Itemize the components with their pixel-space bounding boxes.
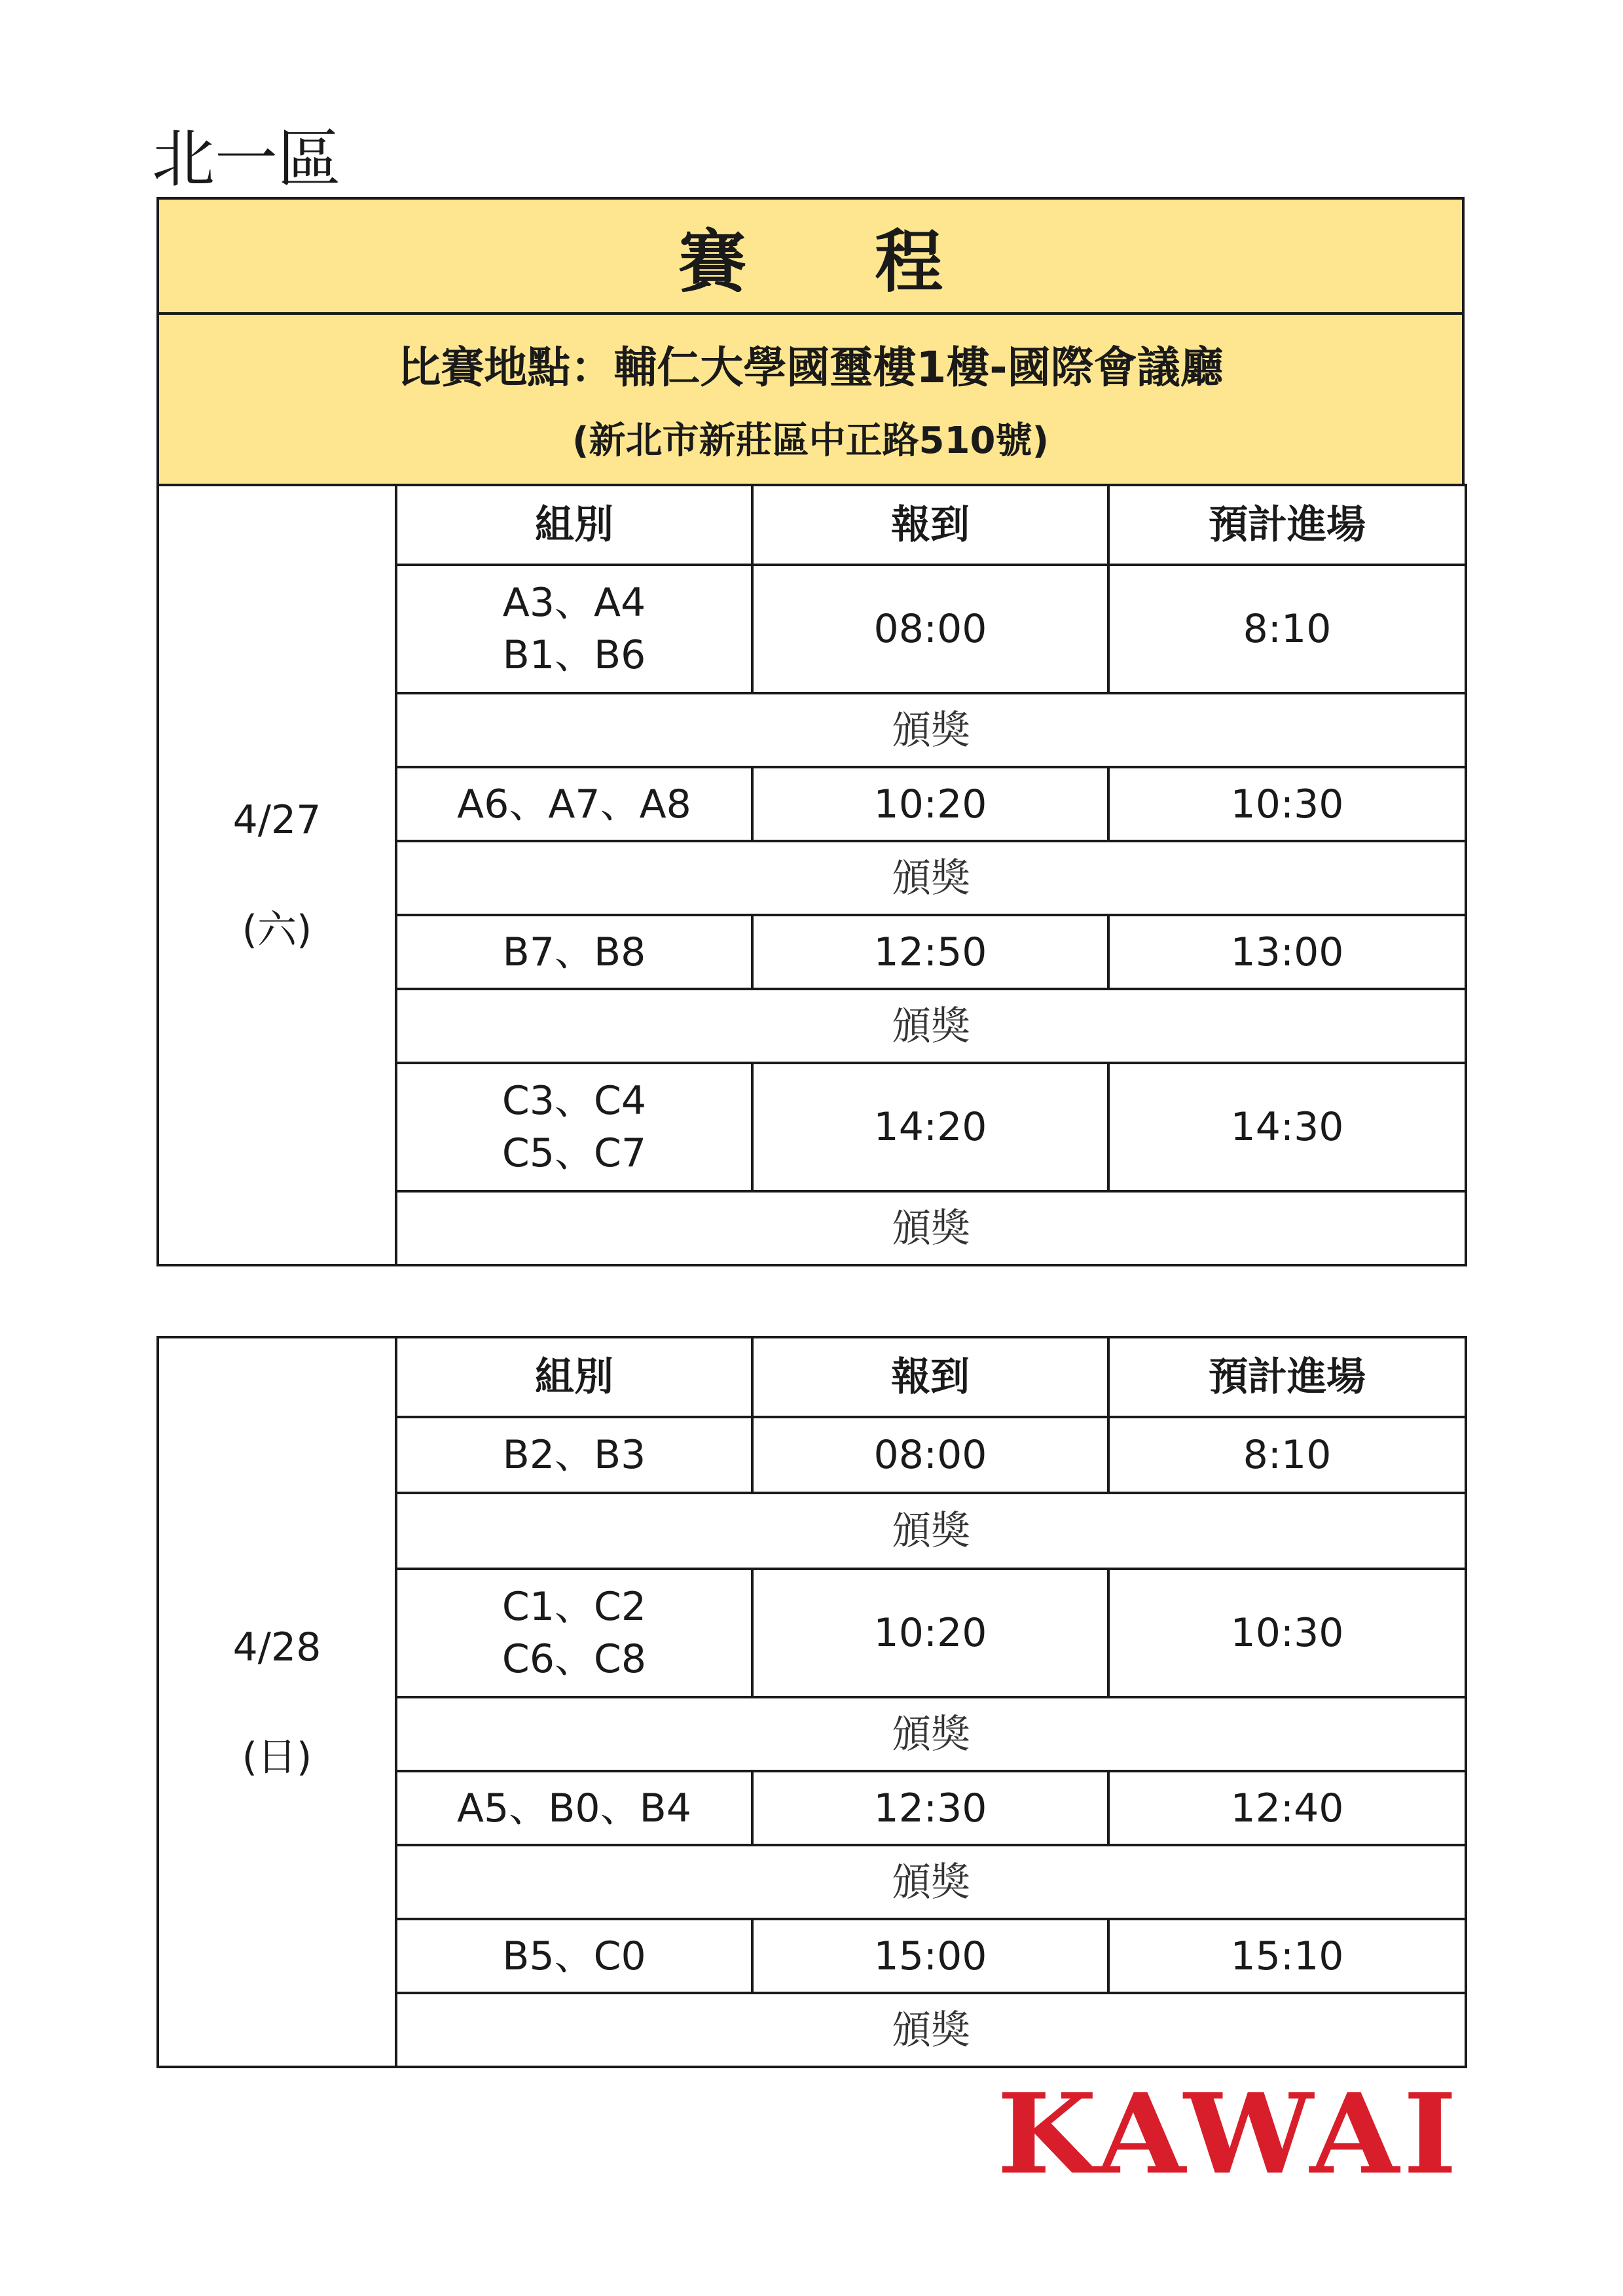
- day-weekday: (日): [242, 1734, 312, 1780]
- schedule-table-day-1: [156, 484, 1467, 1266]
- group-line: C3、C4: [501, 1078, 647, 1124]
- region-title: 北一區: [152, 122, 340, 196]
- group-cell: [396, 767, 752, 841]
- award-label: 頒獎: [396, 693, 1466, 767]
- checkin-time: 08:00: [752, 565, 1108, 693]
- column-header-checkin: 報到: [752, 485, 1108, 565]
- group-line: A6、A7、A8: [457, 781, 691, 827]
- address-line: (新北市新莊區中正路510號): [572, 420, 1049, 462]
- checkin-time: 15:00: [752, 1919, 1108, 1993]
- kawai-logo: KAWAI: [996, 2068, 1461, 2199]
- table-header-row: [158, 485, 1466, 565]
- award-label: 頒獎: [396, 1697, 1466, 1771]
- day-date: 4/28: [232, 1624, 321, 1670]
- group-cell: [396, 565, 752, 693]
- award-label: 頒獎: [396, 1191, 1466, 1265]
- checkin-time: 12:50: [752, 915, 1108, 989]
- entry-time: 10:30: [1108, 767, 1466, 841]
- group-line: C1、C2: [501, 1584, 647, 1630]
- schedule-table-day-2: [156, 1336, 1467, 2068]
- checkin-time: 12:30: [752, 1771, 1108, 1845]
- entry-time: 15:10: [1108, 1919, 1466, 1993]
- entry-time: 8:10: [1108, 1417, 1466, 1493]
- checkin-time: 08:00: [752, 1417, 1108, 1493]
- day-weekday: (六): [242, 907, 312, 953]
- day-date: 4/27: [232, 797, 321, 843]
- checkin-time: 10:20: [752, 767, 1108, 841]
- group-line: B7、B8: [502, 929, 646, 975]
- award-label: 頒獎: [396, 989, 1466, 1063]
- schedule-header: [156, 197, 1465, 486]
- checkin-time: 10:20: [752, 1569, 1108, 1697]
- group-cell: [396, 1063, 752, 1191]
- venue-line: 比賽地點：輔仁大學國璽樓1樓-國際會議廳: [397, 342, 1224, 393]
- group-line: B5、C0: [502, 1933, 646, 1979]
- award-label: 頒獎: [396, 1993, 1466, 2067]
- column-header-entry: 預計進場: [1108, 1337, 1466, 1417]
- schedule-title: 賽 程: [159, 200, 1462, 315]
- award-label: 頒獎: [396, 841, 1466, 915]
- day-cell: [158, 485, 396, 1265]
- group-cell: [396, 1569, 752, 1697]
- entry-time: 14:30: [1108, 1063, 1466, 1191]
- entry-time: 13:00: [1108, 915, 1466, 989]
- award-label: 頒獎: [396, 1493, 1466, 1569]
- group-cell: [396, 1417, 752, 1493]
- group-cell: [396, 915, 752, 989]
- column-header-checkin: 報到: [752, 1337, 1108, 1417]
- group-cell: [396, 1919, 752, 1993]
- group-line: A3、A4: [502, 580, 646, 626]
- award-label: 頒獎: [396, 1845, 1466, 1919]
- group-cell: [396, 1771, 752, 1845]
- table-header-row: [158, 1337, 1466, 1417]
- entry-time: 12:40: [1108, 1771, 1466, 1845]
- column-header-group: 組別: [396, 485, 752, 565]
- day-cell: [158, 1337, 396, 2067]
- group-line: C5、C7: [501, 1130, 647, 1176]
- column-header-group: 組別: [396, 1337, 752, 1417]
- column-header-entry: 預計進場: [1108, 485, 1466, 565]
- group-line: B1、B6: [502, 632, 646, 678]
- group-line: C6、C8: [501, 1636, 647, 1682]
- group-line: A5、B0、B4: [457, 1785, 691, 1831]
- group-line: B2、B3: [502, 1432, 646, 1478]
- checkin-time: 14:20: [752, 1063, 1108, 1191]
- entry-time: 8:10: [1108, 565, 1466, 693]
- entry-time: 10:30: [1108, 1569, 1466, 1697]
